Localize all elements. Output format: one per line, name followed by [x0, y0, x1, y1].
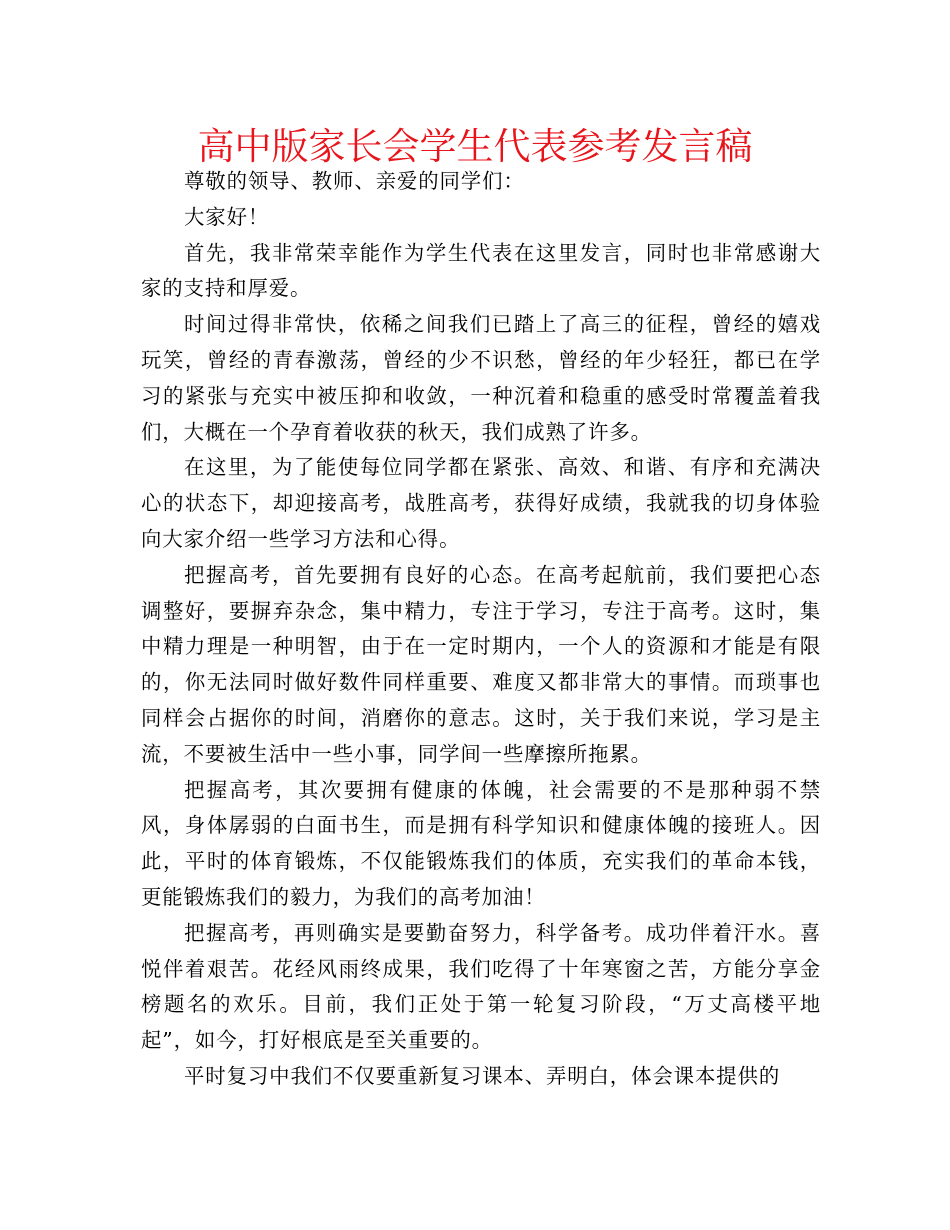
paragraph: 把握高考，再则确实是要勤奋努力，科学备考。成功伴着汗水。喜悦伴着艰苦。花经风雨终成果，我们吃得了十年寒窗之苦，方能分享金榜题名的欢乐。目前，我们正处于第一轮复习阶段，“万丈高楼平地起”，如今，打好根底是至关重要的。 [141, 920, 821, 1053]
paragraph: 首先，我非常荣幸能作为学生代表在这里发言，同时也非常感谢大家的支持和厚爱。 [141, 240, 821, 301]
paragraph: 在这里，为了能使每位同学都在紧张、高效、和谐、有序和充满决心的状态下，却迎接高考，战胜高考，获得好成绩，我就我的切身体验向大家介绍一些学习方法和心得。 [141, 455, 821, 551]
paragraph: 把握高考，首先要拥有良好的心态。在高考起航前，我们要把心态调整好，要摒弃杂念，集中精力，专注于学习，专注于高考。这时，集中精力理是一种明智，由于在一定时期内，一个人的资源和才能是有限的，你无法同时做好数件同样重要、难度又都非常大的事情。而琐事也同样会占据你的时间，消磨你的意志。这时，关于我们来说，学习是主流，不要被生活中一些小事，同学间一些摩擦所拖累。 [141, 562, 821, 766]
paragraph: 把握高考，其次要拥有健康的体魄，社会需要的不是那种弱不禁风，身体孱弱的白面书生，而是拥有科学知识和健康体魄的接班人。因此，平时的体育锻炼，不仅能锻炼我们的体质，充实我们的革命本钱，更能锻炼我们的毅力，为我们的高考加油！ [141, 777, 821, 909]
salutation: 尊敬的领导、教师、亲爱的同学们： [184, 169, 525, 193]
document-body [141, 164, 821, 1095]
paragraph: 平时复习中我们不仅要重新复习课本、弄明白，体会课本提供的 [184, 1063, 781, 1088]
document-title: 高中版家长会学生代表参考发言稿 [197, 125, 753, 168]
greeting: 大家好！ [184, 204, 270, 229]
paragraph: 时间过得非常快，依稀之间我们已踏上了高三的征程，曾经的嬉戏玩笑，曾经的青春激荡，曾经的少不识愁，曾经的年少轻狂，都已在学习的紧张与充实中被压抑和收敛，一种沉着和稳重的感受时常覆盖着我们，大概在一个孕育着收获的秋天，我们成熟了许多。 [141, 312, 821, 444]
